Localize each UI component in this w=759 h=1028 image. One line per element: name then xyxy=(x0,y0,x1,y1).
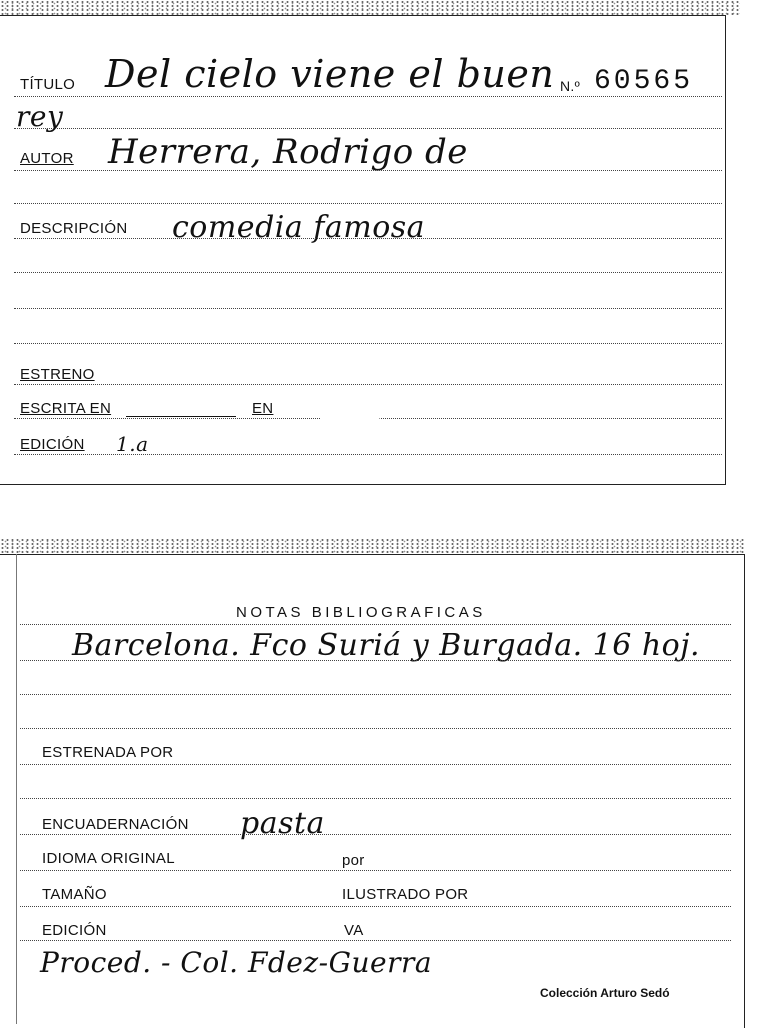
notas-rule-1 xyxy=(20,624,731,625)
ilustrado-label: ILUSTRADO POR xyxy=(342,886,469,903)
edicion-label: EDICIÓN xyxy=(42,922,107,939)
descripcion-rule xyxy=(14,238,722,239)
rule-7 xyxy=(14,308,722,309)
autor-label: AUTOR xyxy=(20,150,74,167)
card-border-left xyxy=(16,554,17,1024)
en-label: EN xyxy=(252,400,274,417)
torn-edge-top xyxy=(0,0,740,16)
titulo-value: Del cielo viene el buen xyxy=(105,52,555,96)
edicion-rule xyxy=(14,454,722,455)
tamano-rule xyxy=(20,906,731,907)
encuadernacion-rule xyxy=(20,834,731,835)
card-border-right xyxy=(725,15,726,485)
rule-2 xyxy=(14,128,722,129)
card-border-top xyxy=(0,554,745,555)
coleccion-label: Colección Arturo Sedó xyxy=(540,986,670,1000)
idioma-label: IDIOMA ORIGINAL xyxy=(42,850,175,867)
edicion-rule xyxy=(20,940,731,941)
va-label: VA xyxy=(344,922,364,939)
rule-6 xyxy=(14,272,722,273)
por-label: por xyxy=(342,852,365,869)
encuadernacion-value: pasta xyxy=(240,806,325,841)
edicion-value: 1.a xyxy=(116,432,149,456)
estrenada-rule xyxy=(20,764,731,765)
card-border-right xyxy=(744,554,745,1028)
rule-4 xyxy=(14,203,722,204)
titulo-continuation: rey xyxy=(16,100,64,133)
estrenada-label: ESTRENADA POR xyxy=(42,744,174,761)
tamano-label: TAMAÑO xyxy=(42,886,107,903)
notas-heading: NOTAS BIBLIOGRAFICAS xyxy=(236,604,486,621)
rule-8 xyxy=(14,343,722,344)
encuadernacion-label: ENCUADERNACIÓN xyxy=(42,816,189,833)
notas-rule-3 xyxy=(20,694,731,695)
catalog-card-back xyxy=(0,538,745,1028)
number-value: 60565 xyxy=(594,66,694,97)
autor-rule xyxy=(14,170,722,171)
edicion-label: EDICIÓN xyxy=(20,436,85,453)
torn-edge-top xyxy=(0,538,745,554)
notas-value: Barcelona. Fco Suriá y Burgada. 16 hoj. xyxy=(72,628,701,663)
rule-6 xyxy=(20,798,731,799)
catalog-card-front xyxy=(0,0,740,494)
escrita-underline xyxy=(126,416,236,417)
notas-rule-2 xyxy=(20,660,731,661)
estreno-label: ESTRENO xyxy=(20,366,95,383)
estreno-rule xyxy=(14,384,722,385)
card-border-bottom xyxy=(0,484,726,485)
titulo-rule xyxy=(14,96,722,97)
titulo-label: TÍTULO xyxy=(20,76,76,93)
autor-value: Herrera, Rodrigo de xyxy=(108,132,468,172)
redaction-blot xyxy=(320,390,380,438)
descripcion-label: DESCRIPCIÓN xyxy=(20,220,128,237)
descripcion-value: comedia famosa xyxy=(172,210,426,245)
number-label: N.º xyxy=(560,78,581,94)
proced-value: Proced. - Col. Fdez-Guerra xyxy=(40,946,433,979)
escrita-en-label: ESCRITA EN xyxy=(20,400,112,417)
card-border-top xyxy=(0,15,726,16)
notas-rule-4 xyxy=(20,728,731,729)
idioma-rule xyxy=(20,870,731,871)
